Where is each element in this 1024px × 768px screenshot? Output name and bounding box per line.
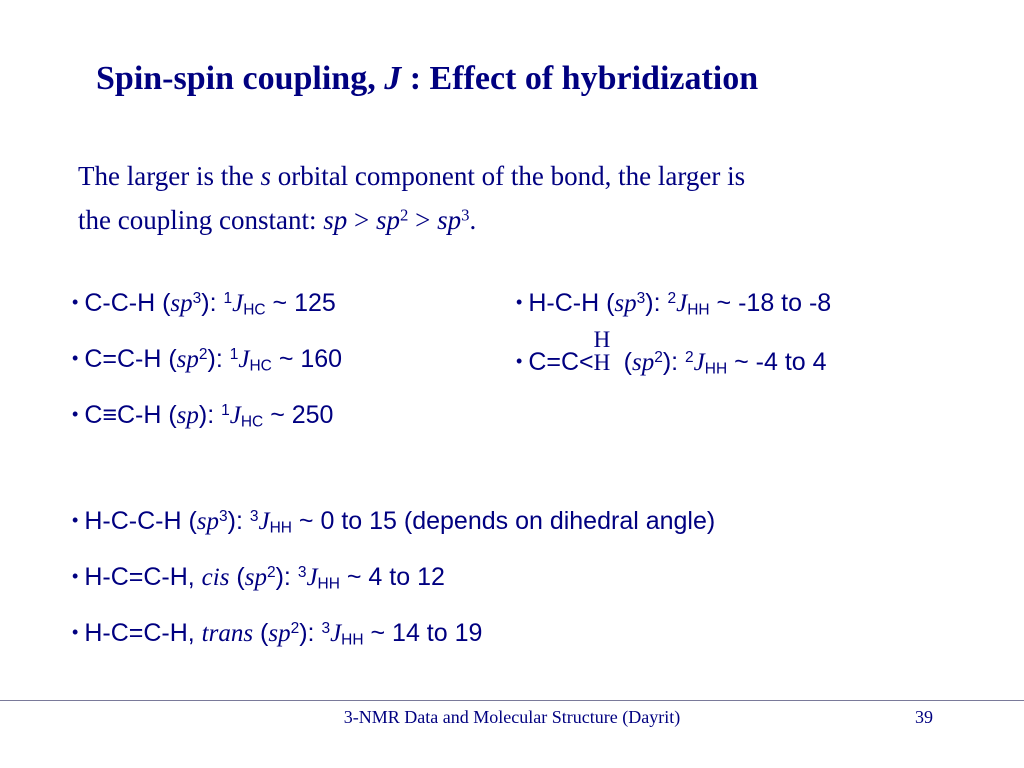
item-text: ( xyxy=(623,348,632,376)
item-value: ~ 0 to 15 (depends on dihedral angle) xyxy=(291,507,716,535)
superscript: 2 xyxy=(290,619,300,637)
list-item xyxy=(72,507,715,536)
item-text: H-C=C-H, xyxy=(84,563,202,591)
bond-count: 3 xyxy=(297,563,307,581)
hybridization: sp xyxy=(196,508,220,535)
intro-text: The larger is the xyxy=(78,161,261,191)
item-text: H-C=C-H, xyxy=(84,619,202,647)
intro-line-1 xyxy=(78,154,978,198)
subscript: HH xyxy=(704,360,728,378)
item-text: ): xyxy=(275,563,298,591)
intro-text: orbital component of the bond, the larger is xyxy=(270,161,746,191)
hybridization: sp xyxy=(614,290,637,317)
item-value: ~ -4 to 4 xyxy=(727,348,827,376)
item-value: ~ 250 xyxy=(263,401,334,429)
coupling-j: J xyxy=(232,290,244,317)
hybridization: sp xyxy=(268,620,291,647)
bullet: • xyxy=(72,566,79,586)
superscript: 3 xyxy=(461,205,470,225)
title-prefix: Spin-spin coupling, xyxy=(96,60,385,97)
item-value: ~ -18 to -8 xyxy=(709,289,832,317)
list-item xyxy=(72,289,336,318)
item-text: ): xyxy=(207,345,230,373)
superscript: 2 xyxy=(399,205,409,225)
item-value: ~ 4 to 12 xyxy=(339,563,445,591)
item-text: ): xyxy=(662,348,686,376)
gt-sign: > xyxy=(347,205,376,235)
item-text: ): xyxy=(645,289,668,317)
superscript: 2 xyxy=(198,345,208,363)
list-item xyxy=(516,289,831,318)
coupling-j: J xyxy=(306,564,318,591)
item-text: C=C xyxy=(528,348,580,376)
item-text: C-C-H ( xyxy=(84,289,171,317)
bullet: • xyxy=(72,292,79,312)
item-value: ~ 160 xyxy=(271,345,343,373)
item-value: ~ 125 xyxy=(265,289,336,317)
subscript: HC xyxy=(243,301,266,319)
h-substituent-stack xyxy=(593,327,616,375)
h-top: H xyxy=(593,327,611,352)
item-text: ): xyxy=(198,401,222,429)
bullet: • xyxy=(516,351,523,371)
bullet: • xyxy=(72,622,79,642)
coupling-j: J xyxy=(238,346,250,373)
superscript: 2 xyxy=(654,348,663,366)
intro-line-2 xyxy=(78,198,978,242)
intro-s-orbital: s xyxy=(260,161,271,191)
hyb-sp2: sp xyxy=(375,205,400,235)
item-text: H-C-H ( xyxy=(528,289,615,317)
bond-count: 1 xyxy=(221,401,230,419)
intro-paragraph xyxy=(78,154,978,242)
subscript: HH xyxy=(317,575,340,593)
hyb-sp3: sp xyxy=(437,205,462,235)
item-text: H-C-C-H ( xyxy=(84,507,197,535)
superscript: 3 xyxy=(192,289,202,307)
bullet: • xyxy=(72,348,79,368)
intro-text: the coupling constant: xyxy=(78,205,324,235)
title-suffix: : Effect of hybridization xyxy=(401,60,759,97)
coupling-j: J xyxy=(693,349,705,376)
item-text: ): xyxy=(227,507,250,535)
isomer-trans: trans xyxy=(201,620,254,647)
bullet: • xyxy=(72,510,79,530)
footer-divider xyxy=(0,700,1024,701)
coupling-j: J xyxy=(229,402,241,429)
h-bottom: H xyxy=(593,350,611,375)
item-text: C≡C-H ( xyxy=(84,401,177,429)
subscript: HC xyxy=(240,413,264,431)
item-text: ): xyxy=(299,619,322,647)
list-item: • H-C=C-H, trans $(sp^2)$: $^3J_{HH}$ ~ 14 to 19 xyxy=(72,619,483,649)
bullet: • xyxy=(516,292,523,312)
list-item xyxy=(72,401,333,430)
item-value: ~ 14 to 19 xyxy=(363,619,483,647)
gt-sign: > xyxy=(408,205,438,235)
hybridization: sp xyxy=(176,346,199,373)
bond-count: 3 xyxy=(321,619,331,637)
bullet: • xyxy=(72,404,79,424)
hyb-sp: sp xyxy=(323,205,348,235)
bond-count: 1 xyxy=(229,345,239,363)
bond-count: 2 xyxy=(685,348,694,366)
title-j: J xyxy=(384,60,402,97)
hybridization: sp xyxy=(631,349,655,376)
hybridization: sp xyxy=(244,564,267,591)
list-item xyxy=(72,345,342,374)
item-text: ): xyxy=(201,289,224,317)
period: . xyxy=(469,205,477,235)
coupling-j: J xyxy=(676,290,688,317)
page-number: 39 xyxy=(915,707,933,727)
superscript: 3 xyxy=(636,289,646,307)
subscript: HH xyxy=(687,301,710,319)
list-item xyxy=(516,327,827,378)
hybridization: sp xyxy=(176,402,199,429)
hybridization: sp xyxy=(170,290,193,317)
branch-sign: < xyxy=(579,348,594,376)
bond-count: 1 xyxy=(223,289,233,307)
coupling-j: J xyxy=(258,508,270,535)
coupling-j: J xyxy=(330,620,342,647)
superscript: 2 xyxy=(266,563,276,581)
isomer-cis: cis xyxy=(201,564,230,591)
bond-count: 2 xyxy=(667,289,677,307)
bond-count: 3 xyxy=(249,507,259,525)
subscript: HH xyxy=(269,519,292,537)
list-item: • H-C=C-H, cis $(sp^2)$: $^3J_{HH}$ ~ 4 to 12 xyxy=(72,563,445,593)
superscript: 3 xyxy=(219,507,228,525)
subscript: HH xyxy=(341,631,364,649)
item-text: C=C-H ( xyxy=(84,345,177,373)
footer-text: 3-NMR Data and Molecular Structure (Dayrit) xyxy=(343,707,681,727)
slide-title xyxy=(96,60,758,98)
subscript: HC xyxy=(249,357,272,375)
